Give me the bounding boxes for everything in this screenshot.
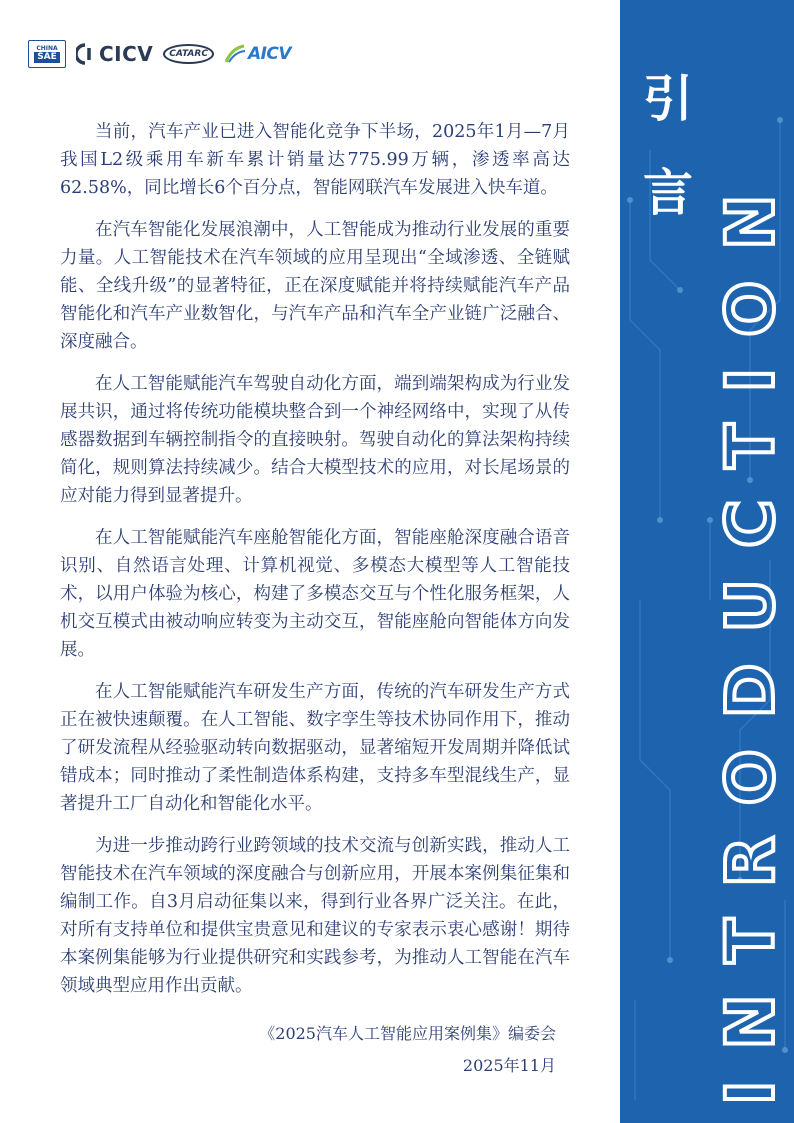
aicv-logo <box>224 44 291 64</box>
cicv-logo <box>76 42 153 66</box>
paragraph: 在汽车智能化发展浪潮中，人工智能成为推动行业发展的重要力量。人工智能技术在汽车领域的应用呈现出“全域渗透、全链赋能、全线升级”的显著特征，正在深度赋能并将持续赋能汽车产品智能化和汽车产业数智化，与汽车产品和汽车全产业链广泛融合、深度融合。 <box>60 220 570 352</box>
sae-logo-top-text: CHINA <box>36 45 58 52</box>
section-title <box>640 52 696 240</box>
introduction-vertical-word: INTRODUCTION <box>712 163 789 1105</box>
catarc-logo <box>163 44 214 64</box>
paragraph: 在人工智能赋能汽车研发生产方面，传统的汽车研发生产方式正在被快速颠覆。在人工智能、数字孪生等技术协同作用下，推动了研发流程从经验驱动转向数据驱动，显著缩短开发周期并降低试错成本；同时推动了柔性制造体系构建，支持多车型混线生产，显著提升工厂自动化和智能化水平。 <box>60 682 570 814</box>
title-char: 引 <box>643 70 693 128</box>
intro-sidebar <box>620 0 794 1123</box>
sae-logo-bottom-text: SAE <box>34 52 60 63</box>
cicv-mark-icon <box>76 43 96 65</box>
paragraph: 为进一步推动跨行业跨领域的技术交流与创新实践，推动人工智能技术在汽车领域的深度融合与创新应用，开展本案例集征集和编制工作。自3月启动征集以来，得到行业各界广泛关注。在此，对所有支持单位和提供宝贵意见和建议的专家表示衷心感谢！期待本案例集能够为行业提供研究和实践参考，为推动人工智能在汽车领域典型应用作出贡献。 <box>60 836 570 996</box>
catarc-logo-text: CATARC <box>169 49 208 59</box>
signature-date: 2025年11月 <box>462 1056 556 1075</box>
aicv-logo-text: AICV <box>247 44 292 64</box>
title-char: 言 <box>643 164 693 222</box>
aicv-swoosh-icon <box>224 44 246 64</box>
signature-block <box>259 1018 556 1082</box>
china-sae-logo <box>28 40 66 68</box>
partner-logos <box>28 38 291 70</box>
introduction-body <box>60 118 570 1014</box>
paragraph: 当前，汽车产业已进入智能化竞争下半场，2025年1月—7月我国L2级乘用车新车累计销量达775.99万辆，渗透率高达62.58%，同比增长6个百分点，智能网联汽车发展进入快车道。 <box>60 122 570 198</box>
cicv-logo-text: CICV <box>99 42 154 66</box>
editorial-committee: 《2025汽车人工智能应用案例集》编委会 <box>259 1024 556 1043</box>
paragraph: 在人工智能赋能汽车驾驶自动化方面，端到端架构成为行业发展共识，通过将传统功能模块整合到一个神经网络中，实现了从传感器数据到车辆控制指令的直接映射。驾驶自动化的算法架构持续简化，规则算法持续减少。结合大模型技术的应用，对长尾场景的应对能力得到显著提升。 <box>60 374 570 506</box>
paragraph: 在人工智能赋能汽车座舱智能化方面，智能座舱深度融合语音识别、自然语言处理、计算机视觉、多模态大模型等人工智能技术，以用户体验为核心，构建了多模态交互与个性化服务框架，人机交互模式由被动响应转变为主动交互，智能座舱向智能体方向发展。 <box>60 528 570 660</box>
